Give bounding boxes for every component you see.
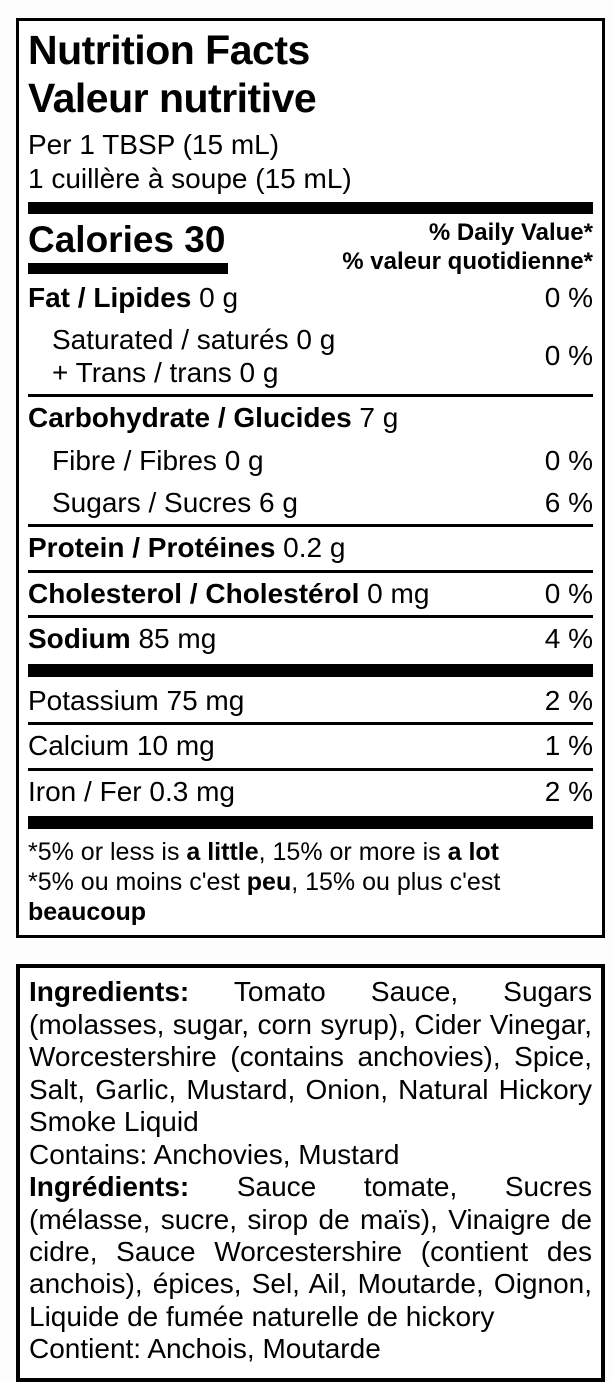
nutrient-name: [28, 402, 398, 434]
daily-value-header-en: % Daily Value*: [428, 219, 593, 247]
nutrient-name: [28, 578, 429, 610]
ingredients-en: [29, 976, 592, 1138]
footnote-bold: a little: [186, 838, 259, 867]
nutrient-name: Fibre / Fibres 0 g: [52, 444, 264, 476]
nutrient-name: Calcium 10 mg: [28, 730, 215, 762]
nutrient-row-cholesterol: [28, 573, 593, 615]
calories-block: [28, 219, 228, 274]
footnote-text: *5% ou moins c'est: [28, 868, 247, 897]
saturated-line: Saturated / saturés 0 g: [52, 324, 336, 356]
nutrient-name: [28, 324, 335, 389]
calories-underline-bar: [28, 263, 228, 274]
nutrient-name-bold: Protein / Protéines: [28, 532, 276, 564]
nutrient-amount: 7 g: [351, 402, 399, 434]
calories-value: 30: [184, 219, 226, 261]
nutrient-row-iron: [28, 771, 593, 813]
footnote-text: , 15% ou plus c'est: [291, 868, 501, 897]
daily-value-header: [342, 219, 593, 277]
contains-label-en: Contains:: [29, 1138, 148, 1170]
daily-value: 0 %: [544, 281, 593, 313]
nutrient-name: [28, 623, 216, 655]
daily-value-header-fr: % valeur quotidienne*: [342, 247, 593, 275]
separator-bar-mid: [28, 664, 593, 677]
nutrient-name: Sugars / Sucres 6 g: [52, 486, 298, 518]
panel-title-en: Nutrition Facts: [28, 27, 310, 73]
ingredients-fr: [29, 1171, 592, 1333]
nutrient-amount: 85 mg: [130, 623, 217, 655]
contains-text-fr: Anchois, Moutarde: [141, 1333, 381, 1365]
footnote-text: , 15% or more is: [258, 838, 448, 867]
daily-value: 0 %: [544, 340, 593, 372]
nutrition-facts-panel: [16, 18, 605, 938]
nutrient-amount: 0 mg: [359, 577, 430, 609]
daily-value: 4 %: [544, 623, 593, 655]
footnote-en: [28, 837, 593, 867]
nutrient-row-sugars: [28, 482, 593, 524]
nutrient-name-bold: Cholesterol / Cholestérol: [28, 577, 360, 609]
ingredients-text-fr: Sauce tomate, Sucres (mélasse, sucre, sirop de maïs), Vinaigre de cidre, Sauce Worcestershire (contient des anchois), épices, Sel, Ail, Moutarde, Oignon, Liquide de fumée naturelle de hickory: [29, 1171, 593, 1332]
serving-size-en: Per 1 TBSP (15 mL): [28, 128, 280, 160]
footnote-bold: peu: [246, 868, 292, 897]
footnote-text: *5% or less is: [28, 838, 187, 867]
serving-size-fr: 1 cuillère à soupe (15 mL): [28, 162, 352, 194]
nutrient-row-carbohydrate: [28, 397, 593, 439]
contains-label-fr: Contient:: [29, 1333, 142, 1365]
separator-bar-bottom: [28, 816, 593, 829]
panel-title-fr: Valeur nutritive: [28, 74, 317, 121]
nutrient-name: [28, 532, 345, 564]
nutrient-name-bold: Carbohydrate / Glucides: [28, 402, 352, 434]
daily-value: 6 %: [544, 486, 593, 518]
nutrient-name-bold: Sodium: [28, 623, 131, 655]
nutrient-name-bold: Fat / Lipides: [28, 281, 192, 313]
nutrient-row-potassium: [28, 680, 593, 722]
calories-line: [28, 219, 228, 260]
nutrient-row-calcium: [28, 725, 593, 767]
daily-value: 2 %: [544, 775, 593, 807]
footnote-fr: [28, 867, 593, 927]
contains-en: [29, 1139, 592, 1171]
separator-bar-top: [28, 202, 593, 214]
ingredients-label-en: Ingredients:: [29, 976, 190, 1008]
daily-value: 1 %: [544, 730, 593, 762]
daily-value: 0 %: [544, 444, 593, 476]
daily-value: 0 %: [544, 577, 593, 609]
nutrient-amount: 0 g: [191, 281, 239, 313]
nutrient-row-fat: [28, 277, 593, 319]
contains-text-en: Anchovies, Mustard: [147, 1138, 400, 1170]
footnote-bold: a lot: [447, 838, 499, 867]
ingredients-label-fr: Ingrédients:: [29, 1171, 190, 1203]
nutrient-amount: 0.2 g: [275, 532, 346, 564]
ingredients-panel: [16, 964, 605, 1382]
nutrient-name: [28, 282, 238, 314]
nutrient-name: Potassium 75 mg: [28, 684, 245, 716]
nutrient-row-fibre: [28, 440, 593, 482]
nutrient-name: Iron / Fer 0.3 mg: [28, 775, 235, 807]
calories-header: [28, 219, 593, 277]
contains-fr: [29, 1333, 592, 1365]
trans-line: + Trans / trans 0 g: [52, 356, 279, 388]
ingredients-text-en: Tomato Sauce, Sugars (molasses, sugar, corn syrup), Cider Vinegar, Worcestershire (contains anchovies), Spice, Salt, Garlic, Mustard, Onion, Natural Hickory Smoke Liquid: [29, 976, 592, 1138]
daily-value: 2 %: [544, 684, 593, 716]
calories-label: Calories: [28, 219, 175, 261]
nutrient-row-sodium: [28, 618, 593, 660]
nutrient-row-saturated-trans: [28, 319, 593, 394]
nutrient-row-protein: [28, 527, 593, 569]
footnote-bold: beaucoup: [28, 898, 147, 927]
footnotes: [28, 837, 593, 927]
